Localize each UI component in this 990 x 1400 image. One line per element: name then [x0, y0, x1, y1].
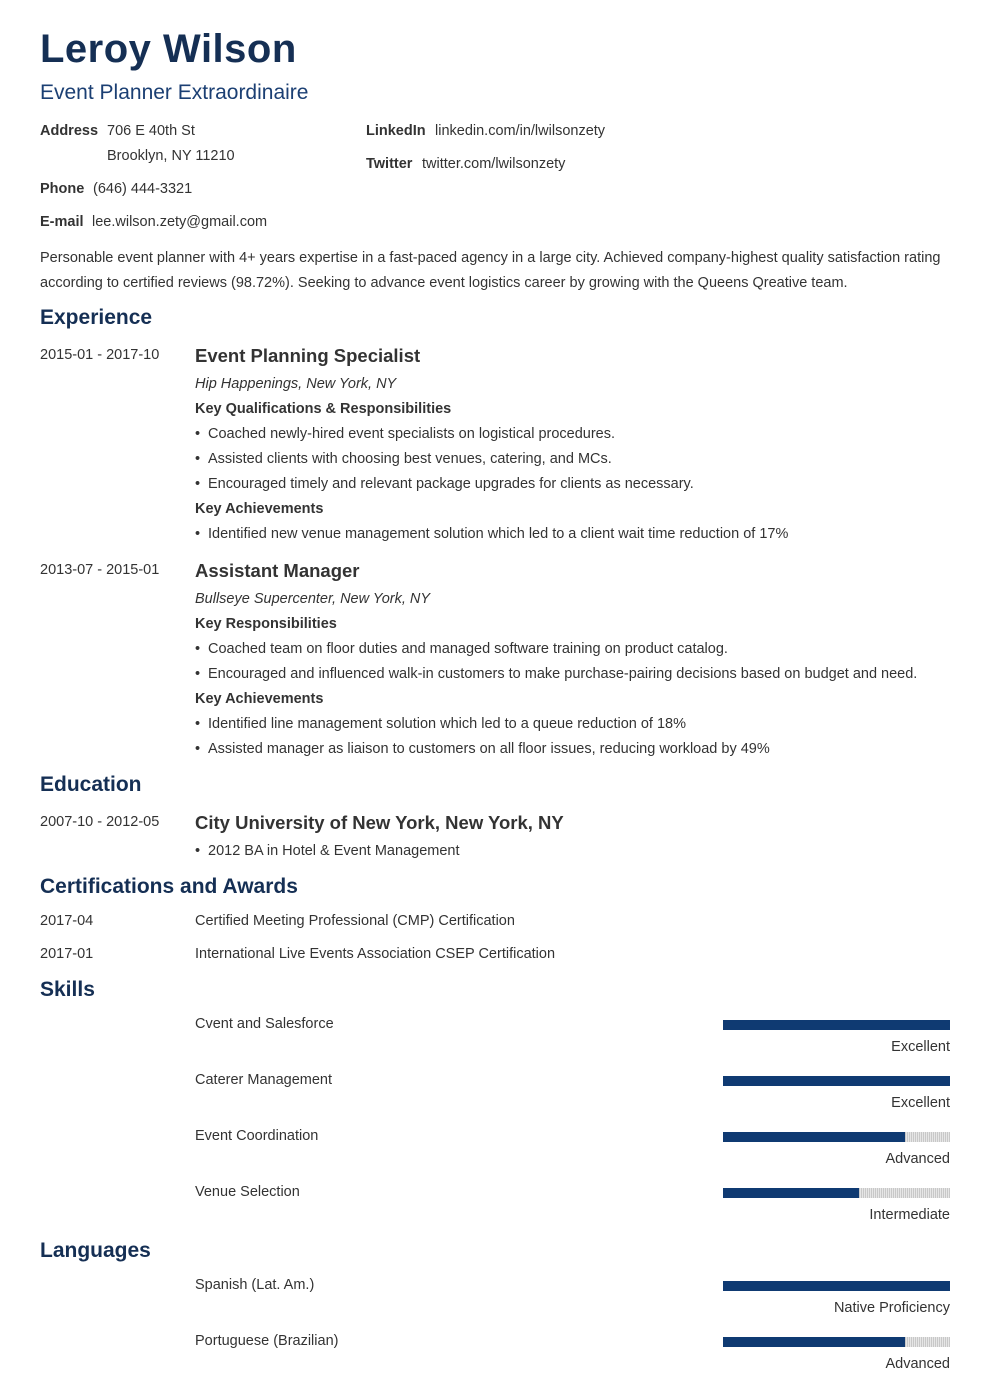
job-bullet: • Coached team on floor duties and managed software training on product catalog. — [195, 641, 728, 657]
skill-level-bar — [723, 1132, 950, 1142]
skill-level-bar — [723, 1020, 950, 1030]
languages-heading: Languages — [40, 1239, 151, 1262]
candidate-title: Event Planner Extraordinaire — [40, 81, 309, 104]
job-responsibilities-heading: Key Qualifications & Responsibilities — [195, 401, 452, 417]
language-level-bar — [723, 1281, 950, 1291]
language-level-fill — [723, 1281, 950, 1291]
language-rating: Native Proficiency — [833, 1300, 950, 1316]
job-title: Event Planning Specialist — [195, 345, 421, 366]
language-name: Portuguese (Brazilian) — [195, 1333, 339, 1349]
job-bullet: • Assisted manager as liaison to customers on all floor issues, reducing workload by 49% — [195, 741, 770, 757]
language-name: Spanish (Lat. Am.) — [195, 1277, 315, 1293]
address-label: Address — [40, 123, 99, 139]
job-bullet: • Identified line management solution which led to a queue reduction of 18% — [195, 716, 687, 732]
job-dates: 2015-01 - 2017-10 — [40, 347, 160, 363]
skill-rating: Excellent — [891, 1039, 950, 1055]
language-rating: Advanced — [885, 1356, 950, 1372]
language-level-fill — [723, 1337, 905, 1347]
job-bullet: • Coached newly-hired event specialists on logistical procedures. — [195, 426, 616, 442]
job-bullet: • Assisted clients with choosing best venues, catering, and MCs. — [195, 451, 612, 467]
job-company: Hip Happenings, New York, NY — [195, 376, 397, 392]
certifications-heading: Certifications and Awards — [40, 875, 298, 898]
job-bullet: • Encouraged and influenced walk-in customers to make purchase-pairing decisions based on budget and need. — [195, 666, 918, 682]
skill-rating: Excellent — [891, 1095, 950, 1111]
skill-name: Event Coordination — [195, 1128, 319, 1144]
skill-level-fill — [723, 1188, 859, 1198]
skill-rating: Intermediate — [869, 1207, 950, 1223]
job-dates: 2013-07 - 2015-01 — [40, 562, 160, 578]
job-responsibilities-heading: Key Responsibilities — [195, 616, 337, 632]
certification-date: 2017-01 — [40, 946, 94, 962]
job-achievements-heading: Key Achievements — [195, 691, 324, 707]
skill-name: Venue Selection — [195, 1184, 300, 1200]
job-bullet: • Identified new venue management solution which led to a client wait time reduction of 17% — [195, 526, 789, 542]
email-label: E-mail — [40, 214, 84, 230]
twitter-value: twitter.com/lwilsonzety — [422, 156, 566, 172]
job-bullet: • Encouraged timely and relevant package upgrades for clients as necessary. — [195, 476, 694, 492]
education-school: City University of New York, New York, NY — [195, 812, 564, 833]
skill-name: Caterer Management — [195, 1072, 333, 1088]
certification-name: Certified Meeting Professional (CMP) Certification — [195, 913, 515, 929]
certification-name: International Live Events Association CSEP Certification — [195, 946, 556, 962]
phone-label: Phone — [40, 181, 85, 197]
experience-heading: Experience — [40, 306, 153, 329]
candidate-name: Leroy Wilson — [40, 27, 297, 71]
job-title: Assistant Manager — [195, 560, 360, 581]
job-achievements-heading: Key Achievements — [195, 501, 324, 517]
linkedin-value: linkedin.com/in/lwilsonzety — [435, 123, 606, 139]
education-dates: 2007-10 - 2012-05 — [40, 814, 160, 830]
phone-value: (646) 444-3321 — [93, 181, 193, 197]
address-line-1: 706 E 40th St — [107, 123, 195, 139]
address-line-2: Brooklyn, NY 11210 — [107, 148, 235, 164]
skills-heading: Skills — [40, 978, 95, 1001]
language-level-bar — [723, 1337, 950, 1347]
skill-level-fill — [723, 1132, 905, 1142]
skill-level-fill — [723, 1020, 950, 1030]
twitter-label: Twitter — [366, 156, 413, 172]
skill-level-bar — [723, 1188, 950, 1198]
education-heading: Education — [40, 773, 142, 796]
certification-date: 2017-04 — [40, 913, 94, 929]
profile-summary: Personable event planner with 4+ years expertise in a fast-paced agency in a large city. Achieved company-highest quality satisfaction rating according to certified reviews (98.72%). Seeking to advance event logistics career by growing with the Queens Qreative team. — [40, 250, 941, 291]
job-company: Bullseye Supercenter, New York, NY — [195, 591, 431, 607]
email-value: lee.wilson.zety@gmail.com — [92, 214, 268, 230]
linkedin-label: LinkedIn — [366, 123, 426, 139]
education-degree: • 2012 BA in Hotel & Event Management — [195, 843, 460, 859]
skill-level-bar — [723, 1076, 950, 1086]
skill-rating: Advanced — [885, 1151, 950, 1167]
skill-level-fill — [723, 1076, 950, 1086]
skill-name: Cvent and Salesforce — [195, 1016, 334, 1032]
